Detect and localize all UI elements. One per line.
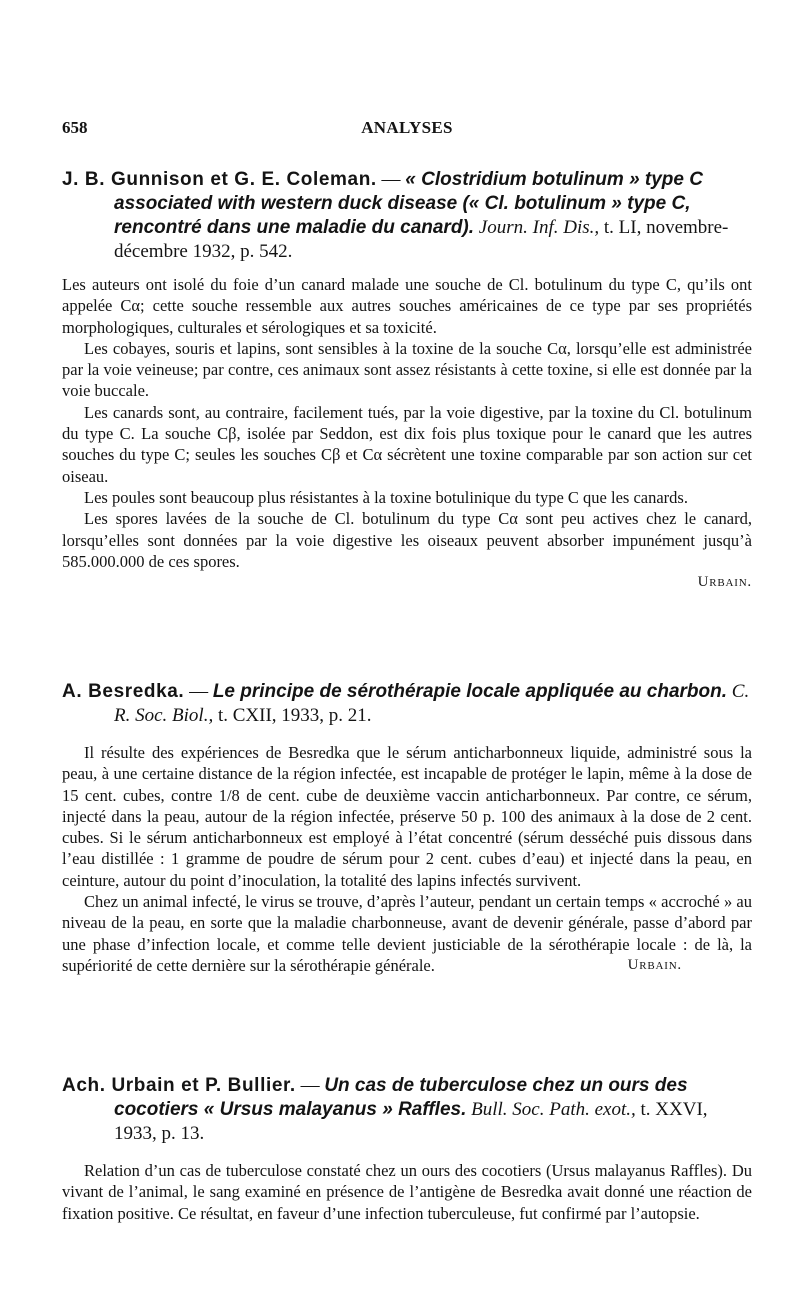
entry-authors: Ach. Urbain et P. Bullier. <box>62 1075 296 1096</box>
citation-dash: — <box>184 681 213 702</box>
running-head: ANALYSES <box>361 118 453 137</box>
entry-authors: J. B. Gunnison et G. E. Coleman. <box>62 169 377 190</box>
entry-source: Journ. Inf. Dis., <box>478 217 600 238</box>
entry-authors: A. Besredka. <box>62 681 185 702</box>
entry-title: Un cas de tuberculose chez un ours des cocotiers « Ursus malayanus » Raffles. <box>114 1075 688 1120</box>
signature: Urbain. <box>627 956 682 973</box>
paragraph: Les canards sont, au contraire, facilement tués, par la voie digestive, par la toxine du Cl. botulinum du type C. La souche Cβ, isolée par Seddon, est dix fois plus toxique pour le canard que les autres souches du type C; seules les souches Cβ et Cα sécrètent une toxine comparable par son action sur cet oiseau. <box>62 402 752 486</box>
entry-source: C. R. Soc. Biol., <box>114 681 750 726</box>
abstract-entry <box>62 680 752 976</box>
abstract-entry <box>62 1074 752 1224</box>
signature: Urbain. <box>697 574 752 591</box>
paragraph-text: Chez un animal infecté, le virus se trouve, d’après l’auteur, pendant un certain temps « accroché » au niveau de la peau, en sorte que la maladie charbonneuse, avant de devenir générale, passe d’abord par une phase d’infection locale, et comme telle devient justiciable de la sérothérapie locale : de là, la supériorité de cette dernière sur la sérothérapie générale. <box>62 892 752 975</box>
citation-dash: — <box>376 169 406 190</box>
paragraph: Les auteurs ont isolé du foie d’un canard malade une souche de Cl. botulinum du type C, qu’ils ont appelée Cα; cette souche ressemble aux autres souches américaines de ce type par ses propriétés morphologiques, culturales et sérologiques et sa toxicité. <box>62 275 752 337</box>
paragraph: Il résulte des expériences de Besredka que le sérum anticharbonneux liquide, administré sous la peau, à une certaine distance de la région infectée, est incapable de protéger le lapin, même à la dose de 15 cent. cubes, contre 1/8 de cent. cube de deuxième vaccin anticharbonneux. Par contre, ce sérum, injecté dans la peau, autour de la région infectée, préserve 50 p. 100 des animaux à la dose de 2 cent. cubes. Si le sérum anticharbonneux est employé à l’état concentré (sérum desséché puis dissous dans l’eau distillée : 1 gramme de poudre de sérum pour 2 cent. cubes d’eau) et injecté dans la peau, en ceinture, autour du point d’inoculation, la totalité des lapins infectés survivent. <box>62 743 752 890</box>
abstract-entry <box>62 168 752 591</box>
paragraph: Relation d’un cas de tuberculose constaté chez un ours des cocotiers (Ursus malayanus Raffles). Du vivant de l’animal, le sang examiné en présence de l’antigène de Besredka avait donné une réaction de fixation positive. Ce résultat, en faveur d’une infection tuberculeuse, fut confirmé par l’autopsie. <box>62 1161 752 1223</box>
paragraph: Les poules sont beaucoup plus résistantes à la toxine botulinique du type C que les canards. <box>84 487 688 507</box>
page-header <box>62 118 752 148</box>
page-number: 658 <box>62 118 88 137</box>
entry-reference: t. LI, novembre-décembre 1932, p. 542. <box>114 217 729 262</box>
entry-reference: t. CXII, 1933, p. 21. <box>217 705 372 726</box>
paragraph <box>62 891 752 976</box>
citation-dash: — <box>295 1075 325 1096</box>
entry-title: Le principe de sérothérapie locale appliquée au charbon. <box>212 681 728 702</box>
citation <box>62 680 752 728</box>
entry-body <box>62 274 752 572</box>
citation <box>62 168 752 264</box>
entry-body <box>62 1160 752 1224</box>
entry-body <box>62 742 752 976</box>
paragraph: Les cobayes, souris et lapins, sont sensibles à la toxine de la souche Cα, lorsqu’elle est administrée par la voie veineuse; par contre, ces animaux sont assez résistants à cette toxine, si elle est donnée par la voie buccale. <box>62 338 752 401</box>
entry-title: « Clostridium botulinum » type C associated with western duck disease (« Cl. botulinum » type C, rencontré dans une maladie du canard). <box>114 169 703 238</box>
entry-reference: t. XXVI, 1933, p. 13. <box>114 1099 708 1144</box>
paragraph: Les spores lavées de la souche de Cl. botulinum du type Cα sont peu actives chez le canard, lorsqu’elles sont données par la voie digestive les oiseaux peuvent absorber impunément jusqu’à 585.000.000 de ces spores. <box>62 509 752 571</box>
citation <box>62 1074 752 1146</box>
entry-source: Bull. Soc. Path. exot., <box>471 1099 636 1120</box>
